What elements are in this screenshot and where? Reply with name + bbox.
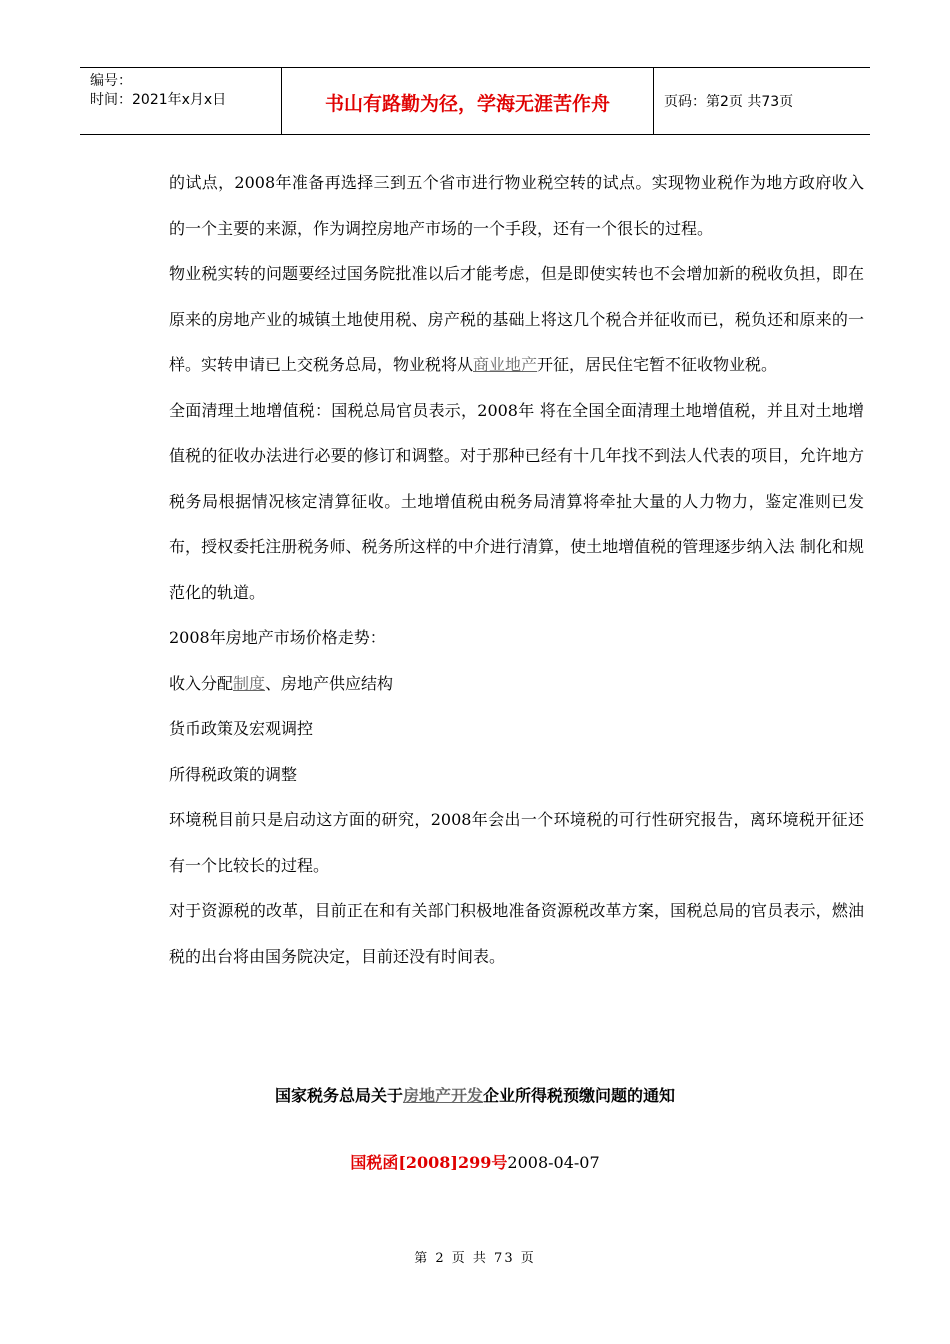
paragraph: 环境税目前只是启动这方面的研究，2008年会出一个环境税的可行性研究报告，离环境税开征还有一个比较长的过程。	[169, 810, 864, 875]
paragraph: 所得税政策的调整	[169, 764, 298, 784]
page-footer: 第 2 页 共 73 页	[414, 1251, 536, 1266]
paragraph: 收入分配制度、房地产供应结构	[169, 673, 394, 693]
paragraph: 2008年房地产市场价格走势：	[169, 628, 386, 647]
paragraph: 物业税实转的问题要经过国务院批准以后才能考虑，但是即使实转也不会增加新的税收负担，即在原来的房地产业的城镇土地使用税、房产税的基础上将这几个税合并征收而已，税负还和原来的一样。实转申请已上交税务总局，物业税将从商业地产开征，居民住宅暂不征收物业税。	[169, 264, 864, 374]
paragraph: 对于资源税的改革，目前正在和有关部门积极地准备资源税改革方案，国税总局的官员表示，燃油税的出台将由国务院决定，目前还没有时间表。	[169, 901, 864, 966]
link-commercial-real-estate[interactable]: 商业地产	[473, 355, 538, 374]
header-motto: 书山有路勤为径，学海无涯苦作舟	[282, 68, 654, 134]
serial-label: 编号：	[90, 73, 132, 89]
header-meta	[80, 68, 282, 134]
paragraph: 的试点，2008年准备再选择三到五个省市进行物业税空转的试点。实现物业税作为地方政府收入的一个主要的来源，作为调控房地产市场的一个手段，还有一个很长的过程。	[169, 173, 864, 238]
paragraph: 全面清理土地增值税：国税总局官员表示，2008年 将在全国全面清理土地增值税，并且对土地增值税的征收办法进行必要的修订和调整。对于那种已经有十几年找不到法人代表的项目，允许地方税务局根据情况核定清算征收。土地增值税由税务局清算将牵扯大量的人力物力，鉴定准则已发布，授权委托注册税务师、税务所这样的中介进行清算，使土地增值税的管理逐步纳入法 制化和规范化的轨道。	[169, 400, 864, 602]
notice-reference	[80, 1150, 870, 1173]
link-system[interactable]: 制度	[233, 673, 266, 693]
doc-date: 2008-04-07	[507, 1153, 600, 1172]
link-real-estate-development[interactable]: 房地产开发	[402, 1086, 483, 1105]
document-body	[169, 160, 864, 979]
paragraph: 货币政策及宏观调控	[169, 719, 314, 738]
header-page-info: 页码：第2页 共73页	[664, 94, 794, 110]
page-header	[80, 67, 870, 135]
notice-title: 国家税务总局关于房地产开发企业所得税预缴问题的通知	[274, 1086, 676, 1105]
doc-number: 国税函[2008]299号	[350, 1153, 508, 1172]
time-label: 时间：2021年x月x日	[90, 92, 227, 108]
